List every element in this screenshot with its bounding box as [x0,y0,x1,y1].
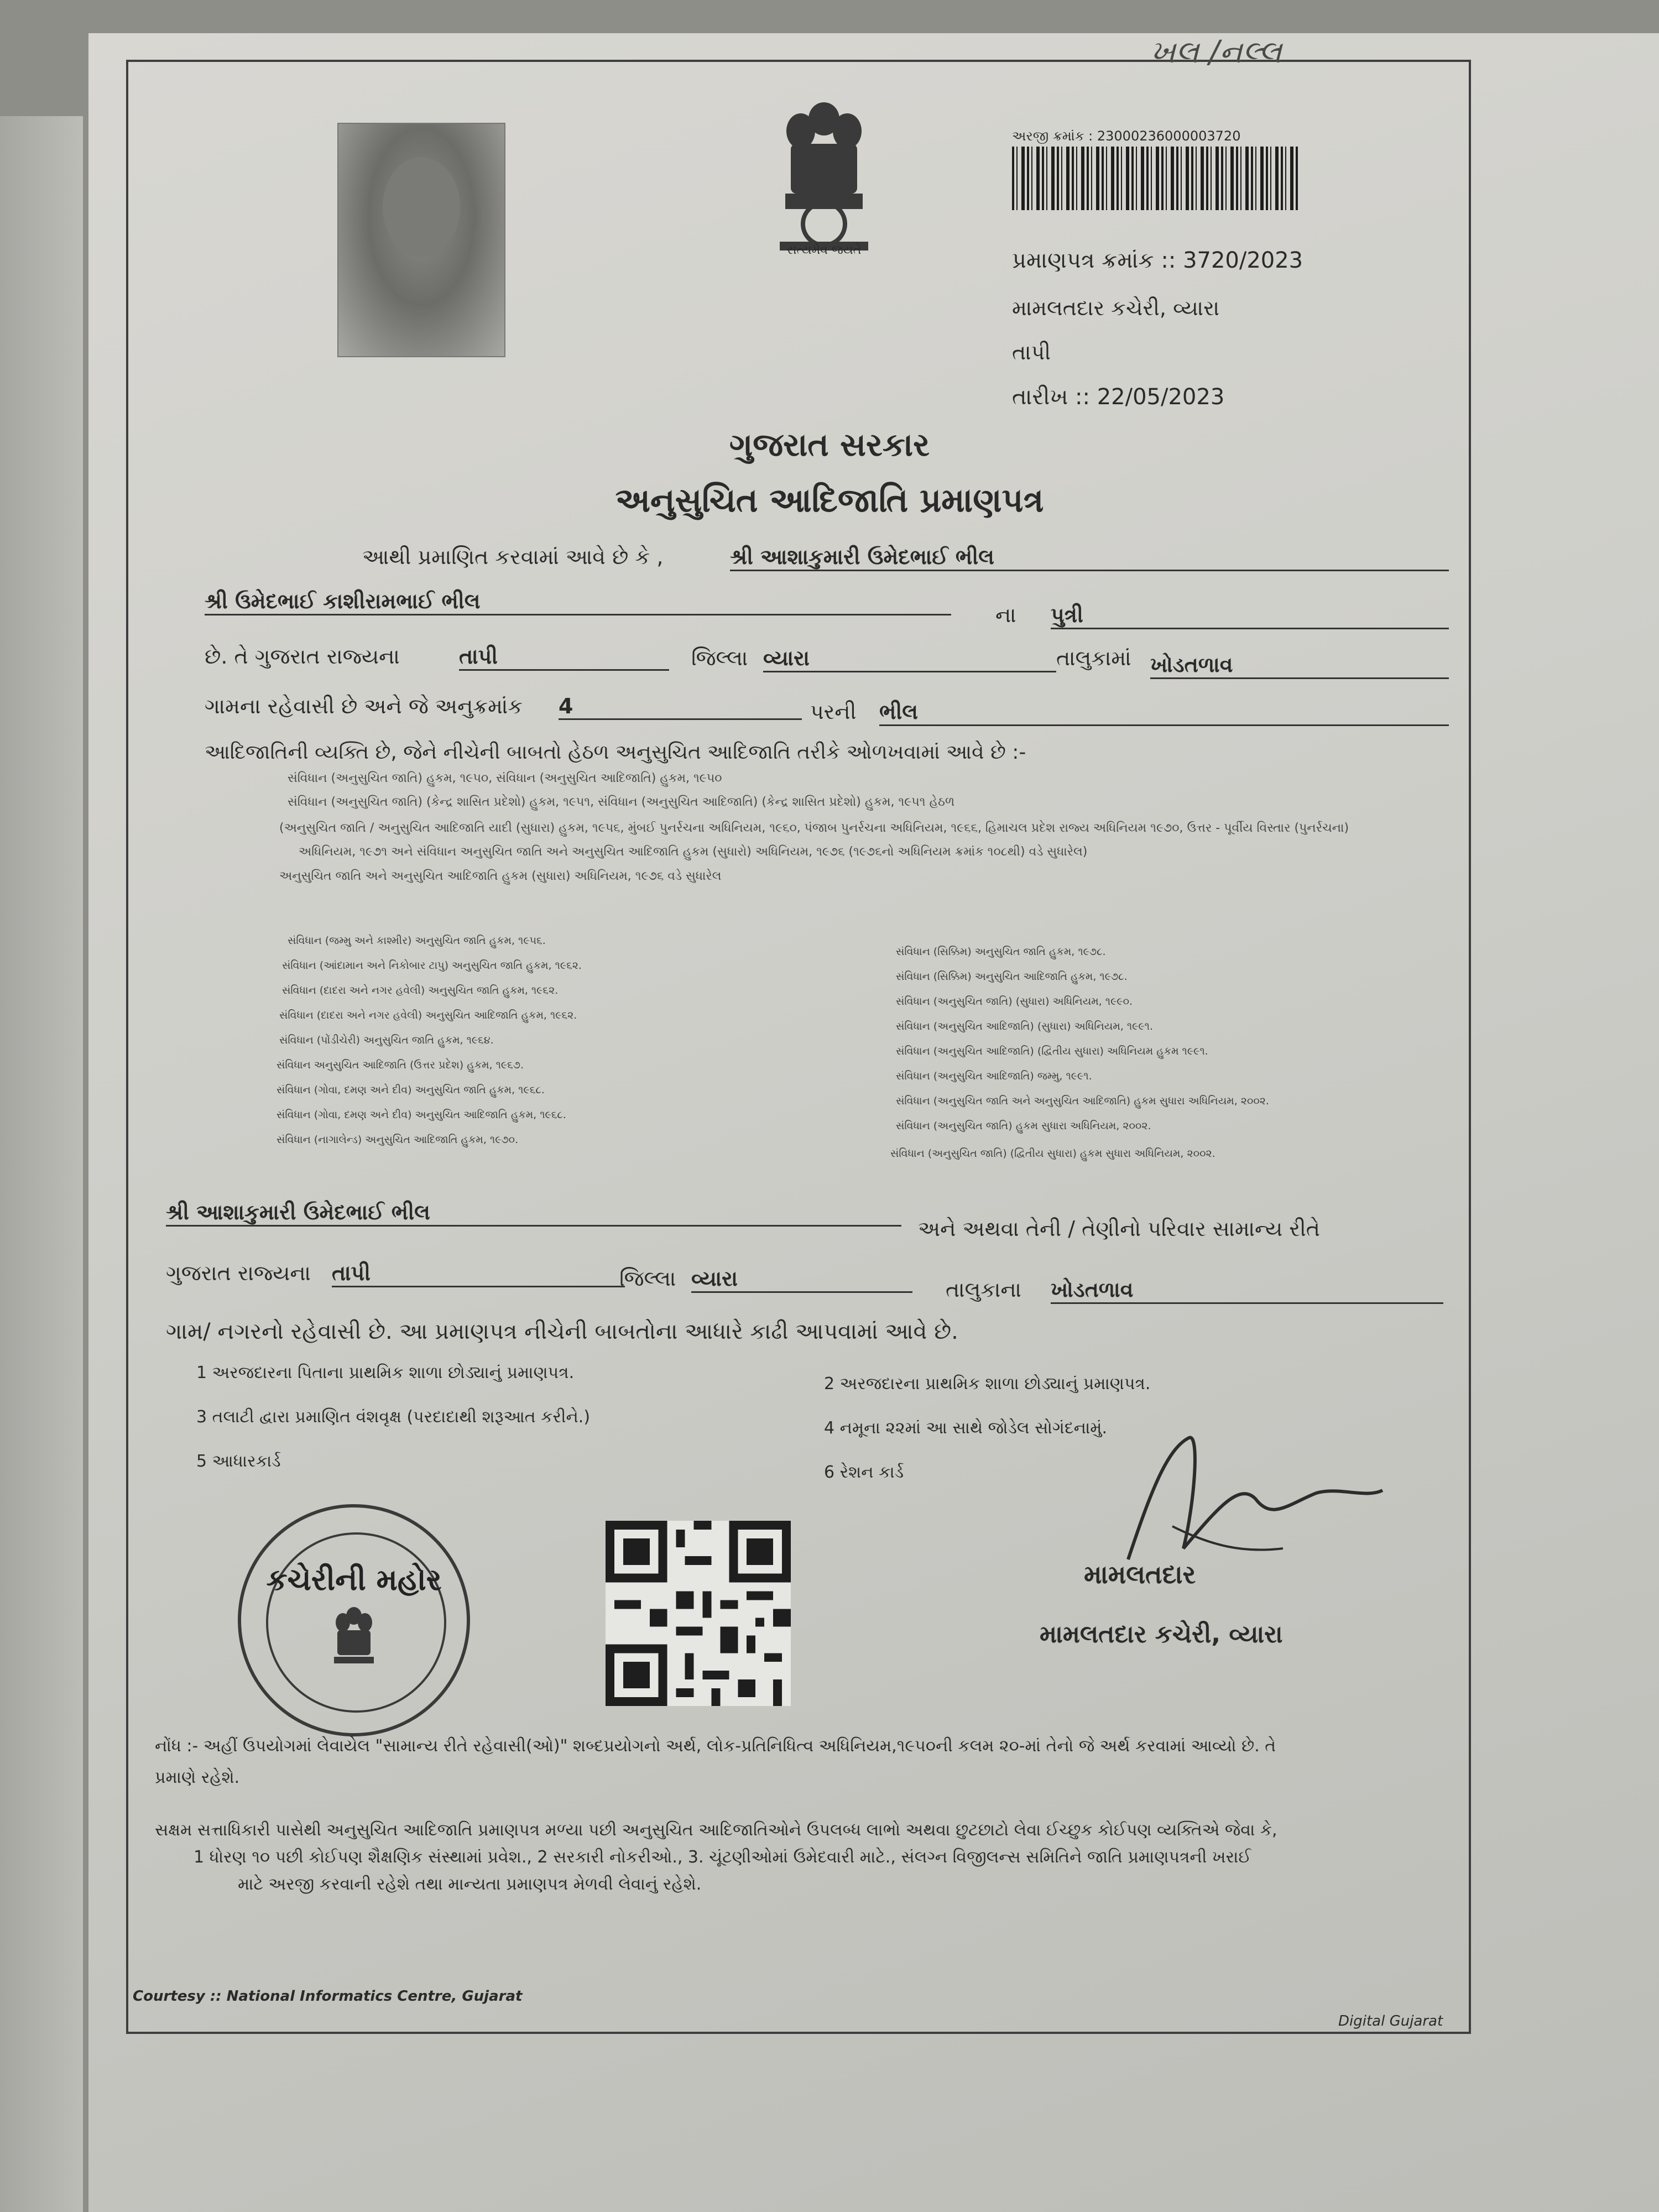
family-district-value: તાપી [332,1261,625,1287]
order-right-item: સંવિધાન (અનુસુચિત આદિજાતિ) (દ્વિતીય સુધારા) અધિનિયમ હુકમ ૧૯૯૧. [896,1045,1208,1057]
document-item: 5 આધારકાર્ડ [196,1452,281,1471]
order-right-item: સંવિધાન (અનુસુચિત આદિજાતિ) (સુધારા) અધિનિયમ, ૧૯૯૧. [896,1020,1154,1032]
order-right-item: સંવિધાન (સિક્કિમ) અનુસુચિત આદિજાતિ હુકમ, ૧૯૭૮. [896,971,1128,983]
serial-number: 4 [559,694,802,720]
family-state-label: ગુજરાત રાજ્યના [166,1261,311,1285]
relation-label: ના [995,603,1016,627]
issue-date-label: તારીખ :: [1012,384,1090,410]
certificate-number-value: 3720/2023 [1183,248,1303,273]
order-right-item: સંવિધાન (અનુસુચિત જાતિ) હુકમ સુધારા અધિનિયમ, ૨૦૦૨. [896,1120,1151,1132]
order-left-item: સંવિધાન (ગોવા, દમણ અને દીવ) અનુસુચિત આદિજાતિ હુકમ, ૧૯૬૮. [276,1109,566,1121]
certify-text: આથી પ્રમાણિત કરવામાં આવે છે કે , [362,545,664,569]
note-block [155,1736,1460,1894]
application-number: અરજી ક્રમાંક : 23000236000003720 [1012,128,1241,144]
order-left-item: સંવિધાન (જમ્મુ અને કાશ્મીર) અનુસુચિત જાતિ હુકમ, ૧૯૫૬. [288,935,546,947]
state-emblem-icon [769,97,879,263]
order-left-item: સંવિધાન (પોંડીચેરી) અનુસુચિત જાતિ હુકમ, ૧૯૬૪. [279,1034,494,1046]
family-taluka-value: વ્યારા [691,1266,912,1293]
order-left-item: સંવિધાન (ગોવા, દમણ અને દીવ) અનુસુચિત જાતિ હુકમ, ૧૯૬૮. [276,1084,545,1096]
seal-emblem-icon [326,1604,382,1670]
order-line: સંવિધાન (અનુસુચિત જાતિ) (કેન્દ્ર શાસિત પ્રદેશો) હુકમ, ૧૯૫૧, સંવિધાન (અનુસુચિત આદિજાતિ) (કેન્દ્ર શાસિત પ્રદેશો) હુકમ, ૧૯૫૧ હેઠળ [288,795,955,809]
family-holder-name: શ્રી આશાકુમારી ઉમેદભાઈ ભીલ [166,1200,901,1227]
emblem-caption: સત્યમેવ જયતે [786,243,862,257]
handwritten-note: ખલ /નલ્લ [1150,34,1282,70]
note-line: માટે અરજી કરવાની રહેશે તથા માન્યતા પ્રમાણપત્ર મેળવી લેવાનું રહેશે. [238,1875,702,1894]
holder-name: શ્રી આશાકુમારી ઉમેદભાઈ ભીલ [730,545,1449,571]
issue-date [1012,384,1224,410]
note-line: પ્રમાણે રહેશે. [155,1768,240,1787]
taluka-value: વ્યારા [763,646,1056,672]
recognized-text: આદિજાતિની વ્યક્તિ છે, જેને નીચેની બાબતો હેઠળ અનુસુચિત આદિજાતિ તરીકે ઓળખવામાં આવે છે :- [205,741,1026,764]
order-left-item: સંવિધાન (નાગાલેન્ડ) અનુસુચિત આદિજાતિ હુકમ, ૧૯૭૦. [276,1134,519,1146]
note-line: નોંધ :- અહીં ઉપયોગમાં લેવાયેલ "સામાન્ય રીતે રહેવાસી(ઓ)" શબ્દપ્રયોગનો અર્થ, લોક-પ્રતિનિધિત્વ અધિનિયમ,૧૯૫૦ની કલમ ૨૦-માં તેનો જે અર્થ કરવામાં આવ્યો છે. તે [155,1736,1276,1756]
order-line: અધિનિયમ, ૧૯૭૧ અને સંવિધાન અનુસુચિત જાતિ અને અનુસુચિત આદિજાતિ હુકમ (સુધારો) અધિનિયમ, ૧૯૭૬ (૧૯૭૬નો અધિનિયમ ક્રમાંક ૧૦૮થી) વડે સુધારેલ) [299,845,1088,859]
relation-value: પુત્રી [1051,603,1449,629]
document-item: 6 રેશન કાર્ડ [824,1463,904,1482]
seal-text: કચેરીની મહોર [266,1562,442,1597]
par-label: પરની [810,700,857,724]
background-paper [0,116,83,2212]
document-item: 2 અરજદારના પ્રાથમિક શાળા છોડ્યાનું પ્રમાણપત્ર. [824,1374,1151,1394]
family-text: અને અથવા તેની / તેણીનો પરિવાર સામાન્ય રીતે [918,1217,1320,1241]
order-line: (અનુસુચિત જાતિ / અનુસુચિત આદિજાતિ યાદી (સુધારા) હુકમ, ૧૯૫૬, મુંબઈ પુનર્રચના અધિનિયમ, ૧૯૬૦, પંજાબ પુનર્રચના અધિનિયમ, ૧૯૬૬, હિમાચલ પ્રદેશ રાજ્ય અધિનિયમ ૧૯૭૦, ઉત્તર - પૂર્વીય વિસ્તાર (પુનર્રચના) [279,821,1349,835]
order-right-item: સંવિધાન (સિક્કિમ) અનુસુચિત જાતિ હુકમ, ૧૯૭૮. [896,946,1106,958]
family-village-value: ખોડતળાવ [1051,1277,1443,1304]
family-district-label: જિલ્લા [619,1266,676,1291]
state-text: છે. તે ગુજરાત રાજ્યના [205,644,400,669]
courtesy-text: Courtesy :: National Informatics Centre, Gujarat [133,1988,523,2005]
document-item: 1 અરજદારના પિતાના પ્રાથમિક શાળા છોડ્યાનું પ્રમાણપત્ર. [196,1363,575,1383]
issuing-district: તાપી [1012,340,1051,364]
document-item: 4 નમૂના ૨૨માં આ સાથે જોડેલ સોગંદનામું. [824,1418,1108,1438]
issue-date-value: 22/05/2023 [1097,384,1225,410]
signatory-office: મામલતદાર કચેરી, વ્યારા [1040,1620,1283,1648]
signatory-title: મામલતદાર [1084,1559,1196,1589]
document-item: 3 તલાટી દ્વારા પ્રમાણિત વંશવૃક્ષ (પરદાદાથી શરૂઆત કરીને.) [196,1407,591,1427]
issuing-office: મામલતદાર કચેરી, વ્યારા [1012,296,1220,320]
applicant-photo [337,123,505,357]
district-label: જિલ્લા [691,646,748,670]
basis-text: ગામ/ નગરનો રહેવાસી છે. આ પ્રમાણપત્ર નીચેની બાબતોના આધારે કાઢી આપવામાં આવે છે. [166,1319,958,1344]
note-line: 1 ધોરણ ૧૦ પછી કોઈપણ શૈક્ષણિક સંસ્થામાં પ્રવેશ., 2 સરકારી નોકરીઓ., 3. ચૂંટણીઓમાં ઉમેદવારી માટે., સંલગ્ન વિજીલન્સ સમિતિને જાતિ પ્રમાણપત્રની ખરાઈ [194,1848,1251,1867]
district-value: તાપી [459,644,669,671]
village-value: ખોડતળાવ [1150,653,1449,679]
document-title: અનુસુચિત આદિજાતિ પ્રમાણપત્ર [615,481,1044,520]
order-right-item: સંવિધાન (અનુસુચિત જાતિ અને અનુસુચિત આદિજાતિ) હુકમ સુધારા અધિનિયમ, ૨૦૦૨. [896,1095,1269,1107]
order-right-item: સંવિધાન (અનુસુચિત આદિજાતિ) જમ્મુ, ૧૯૯૧. [896,1070,1092,1082]
qr-code [606,1521,791,1706]
father-name: શ્રી ઉમેદભાઈ કાશીરામભાઈ ભીલ [205,589,951,615]
taluka-label: તાલુકામાં [1056,646,1131,670]
certificate-number-label: પ્રમાણપત્ર ક્રમાંક :: [1012,248,1176,273]
order-left-item: સંવિધાન (દાદરા અને નગર હવેલી) અનુસુચિત જાતિ હુકમ, ૧૯૬૨. [282,984,559,997]
order-left-item: સંવિધાન (દાદરા અને નગર હવેલી) અનુસુચિત આદિજાતિ હુકમ, ૧૯૬૨. [279,1009,577,1021]
order-line: અનુસુચિત જાતિ અને અનુસુચિત આદિજાતિ હુકમ (સુધારા) અધિનિયમ, ૧૯૭૬ વડે સુધારેલ [279,869,722,883]
order-left-item: સંવિધાન અનુસુચિત આદિજાતિ (ઉત્તર પ્રદેશ) હુકમ, ૧૯૬૭. [276,1059,524,1071]
resident-text: ગામના રહેવાસી છે અને જે અનુક્રમાંક [205,694,523,718]
certificate-number [1012,248,1303,273]
barcode [1012,147,1300,210]
order-right-item: સંવિધાન (અનુસુચિત જાતિ) (દ્વિતીય સુધારા) હુકમ સુધારા અધિનિયમ, ૨૦૦૨. [890,1147,1215,1160]
family-taluka-label: તાલુકાના [946,1277,1021,1302]
government-name: ગુજરાત સરકાર [729,426,930,463]
note-line: સક્ષમ સત્તાધિકારી પાસેથી અનુસુચિત આદિજાતિ પ્રમાણપત્ર મળ્યા પછી અનુસુચિત આદિજાતિઓને ઉપલબ્ધ લાભો અથવા છુટછાટો લેવા ઈચ્છુક કોઈપણ વ્યક્તિએ જેવા કે, [155,1820,1277,1840]
digital-gujarat-text: Digital Gujarat [1338,2013,1443,2030]
tribe-value: ભીલ [879,700,1449,726]
order-line: સંવિધાન (અનુસુચિત જાતિ) હુકમ, ૧૯૫૦, સંવિધાન (અનુસુચિત આદિજાતિ) હુકમ, ૧૯૫૦ [288,771,722,785]
order-right-item: સંવિધાન (અનુસુચિત જાતિ) (સુધારા) અધિનિયમ, ૧૯૯૦. [896,995,1133,1008]
order-left-item: સંવિધાન (આંદામાન અને નિકોબાર ટાપુ) અનુસુચિત જાતિ હુકમ, ૧૯૬૨. [282,959,582,972]
